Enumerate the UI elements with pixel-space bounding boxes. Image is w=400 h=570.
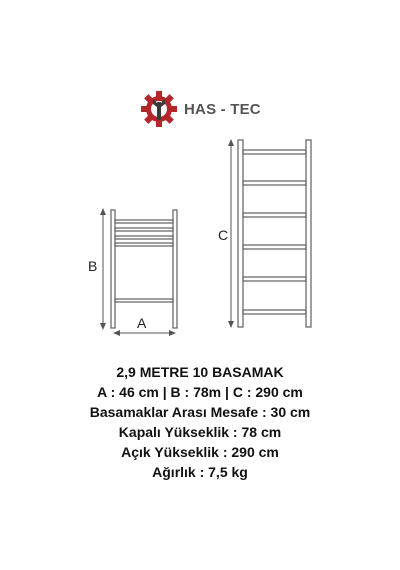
dimension-c xyxy=(228,139,234,328)
open-left-rail xyxy=(238,140,243,327)
spec-dimensions: A : 46 cm | B : 78m | C : 290 cm xyxy=(97,384,303,400)
open-step xyxy=(243,150,306,154)
open-step xyxy=(243,245,306,249)
open-step xyxy=(243,277,306,281)
brand-name: HAS - TEC xyxy=(184,100,261,118)
open-step xyxy=(243,213,306,217)
open-right-rail xyxy=(306,140,311,327)
closed-step xyxy=(115,228,173,231)
dimension-b xyxy=(100,208,106,330)
dimension-c-label: C xyxy=(218,227,229,243)
dimension-a-label: A xyxy=(137,315,147,331)
closed-step xyxy=(115,220,173,223)
open-step xyxy=(243,310,306,314)
dimension-b-label: B xyxy=(88,258,98,274)
closed-step xyxy=(115,299,173,302)
open-step xyxy=(243,181,306,185)
spec-open-height: Açık Yükseklik : 290 cm xyxy=(121,444,279,460)
closed-step xyxy=(115,236,173,239)
spec-closed-height: Kapalı Yükseklik : 78 cm xyxy=(118,424,282,440)
open-ladder xyxy=(238,140,311,327)
closed-ladder xyxy=(111,210,177,328)
spec-list xyxy=(0,362,400,482)
closed-step xyxy=(115,243,173,246)
spec-weight: Ağırlık : 7,5 kg xyxy=(152,464,248,480)
spec-title: 2,9 METRE 10 BASAMAK xyxy=(116,364,284,380)
spec-step-spacing: Basamaklar Arası Mesafe : 30 cm xyxy=(89,404,311,420)
